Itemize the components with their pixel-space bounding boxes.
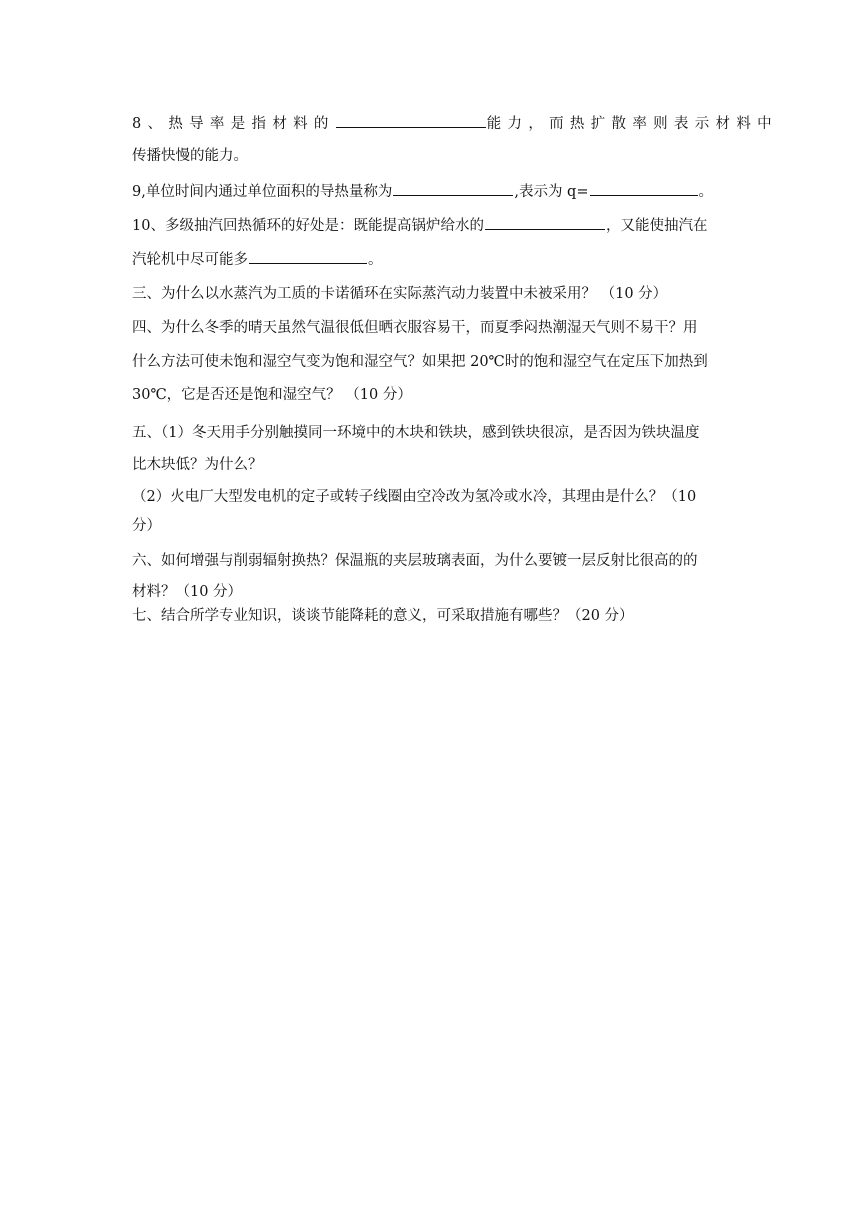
q6-text-1: 六、如何增强与削弱辐射换热？保温瓶的夹层玻璃表面，为什么要镀一层反射比很高的的 [132,553,698,569]
q5-text-4: 分） [132,518,161,534]
q5-text-3: （2）火电厂大型发电机的定子或转子线圈由空冷改为氢冷或水冷，其理由是什么？（10 [132,489,697,505]
q9-blank-1[interactable] [393,180,513,196]
q9-line [132,180,734,202]
q4-text-1: 四、为什么冬季的晴天虽然气温很低但晒衣服容易干，而夏季闷热潮湿天气则不易干？用 [132,320,698,336]
q9-text-1: 9,单位时间内通过单位面积的导热量称为 [132,184,393,200]
q5-line-3 [132,487,734,507]
q10-blank-2[interactable] [249,248,367,264]
q10-line-2 [132,248,734,270]
q4-line-1 [132,318,734,338]
q4-line-2 [132,352,734,372]
q10-text-1: 10、多级抽汽回热循环的好处是：既能提高锅炉给水的 [132,218,484,234]
q9-text-3: 。 [698,184,713,200]
q8-text-3: 传播快慢的能力。 [132,148,248,164]
q8-blank-1[interactable] [336,112,486,128]
q8-text-1: 8、热导率是指材料的 [132,116,335,132]
q8-line-1 [132,112,778,134]
q5-line-1 [132,423,734,443]
q9-blank-2[interactable] [590,180,698,196]
q8-line-2 [132,146,734,166]
q10-blank-1[interactable] [485,214,605,230]
q5-text-2: 比木块低？为什么？ [132,457,263,473]
q9-text-2: ,表示为 q= [514,184,589,200]
q5-text-1: 五、（1）冬天用手分别触摸同一环境中的木块和铁块，感到铁块很凉，是否因为铁块温度 [132,425,700,441]
q5-line-4 [132,516,734,536]
q4-text-3: 30℃，它是否还是饱和湿空气？ （10 分） [132,387,412,403]
q7-text: 七、结合所学专业知识，谈谈节能降耗的意义，可采取措施有哪些？（20 分） [132,608,634,624]
q7-line [132,606,734,626]
q5-line-2 [132,455,734,475]
q10-text-2: ，又能使抽汽在 [605,218,708,234]
q10-line-1 [132,214,734,236]
q10-text-3: 汽轮机中尽可能多 [132,252,248,268]
q3-text: 三、为什么以水蒸汽为工质的卡诺循环在实际蒸汽动力装置中未被采用？ （10 分） [132,286,668,302]
q6-line-2 [132,582,734,602]
q4-line-3 [132,385,734,405]
q4-text-2: 什么方法可使未饱和湿空气变为饱和湿空气？如果把 20℃时的饱和湿空气在定压下加热到 [132,354,708,370]
q6-text-2: 材料？（10 分） [132,584,243,600]
q3-line [132,284,734,304]
q8-text-2: 能力，而热扩散率则表示材料中 [486,116,778,132]
q10-text-4: 。 [368,252,383,268]
q6-line-1 [132,551,734,571]
